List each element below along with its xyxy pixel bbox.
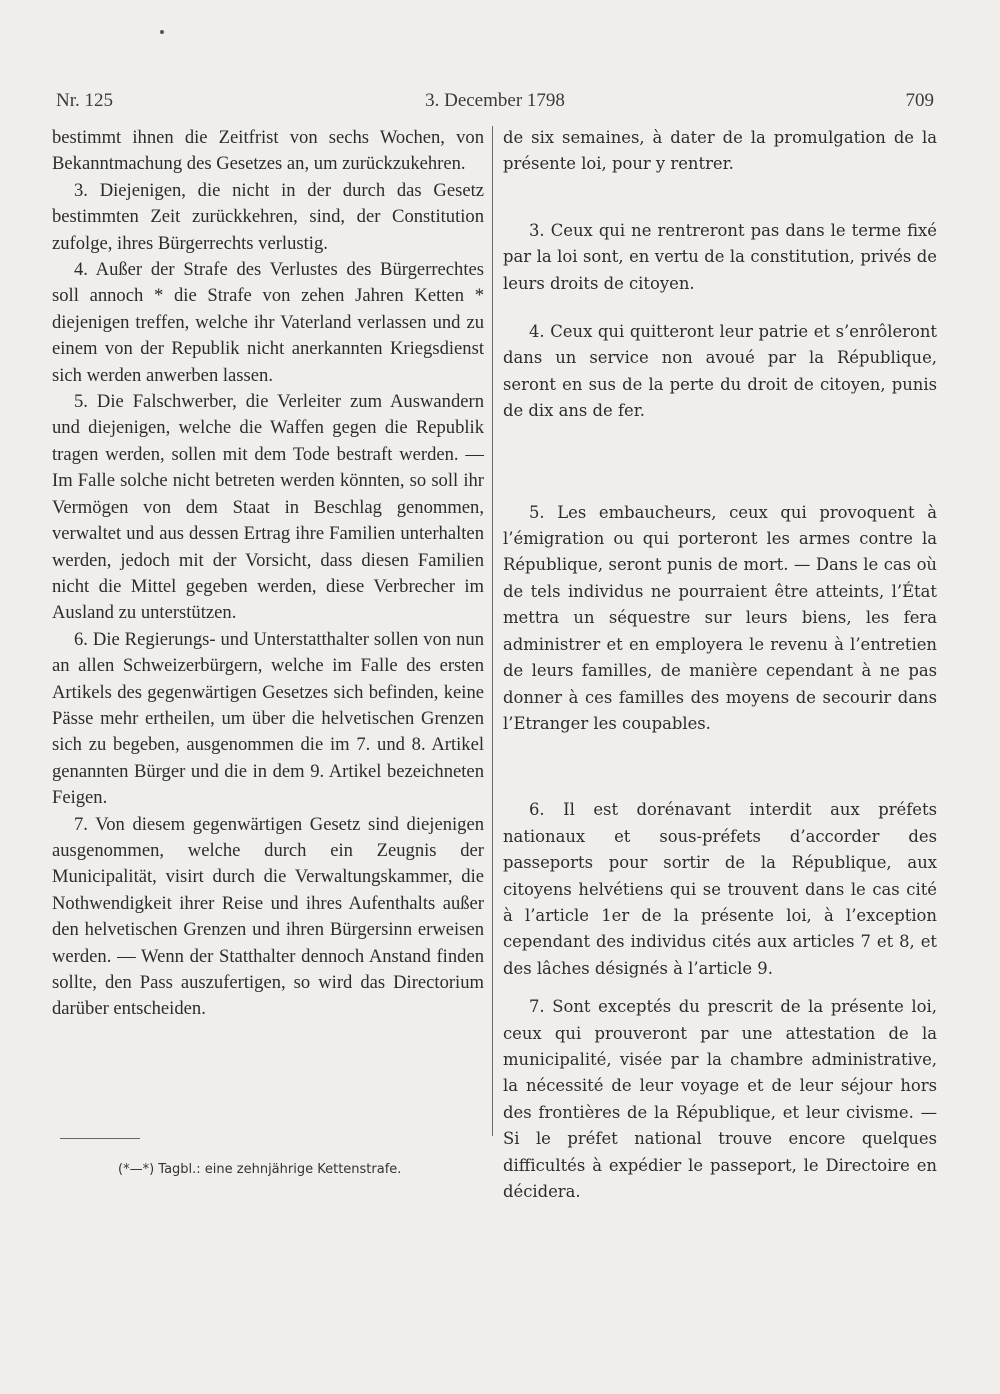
page-number: 709 [905,90,934,111]
footnote: (*—*) Tagbl.: eine zehnjährige Kettenstrafe. [118,1162,402,1177]
german-paragraph: 4. Außer der Strafe des Verlustes des Bürgerrechtes soll annoch * die Strafe von zehen Jahren Ketten * diejenigen treffen, welche ihr Vaterland verlassen und zu einem von der Republik nicht anerkannten Kriegsdienst sich werden anwerben lassen. [52,259,484,386]
column-divider [492,126,493,1136]
german-paragraph: 5. Die Falschwerber, die Verleiter zum Auswandern und diejenigen, welche die Waffen gegen die Republik tragen werden, sollen mit dem Tode bestraft werden. — Im Falle solche nicht betreten werden könnten, so soll ihr Vermögen von dem Staat in Beschlag genommen, verwaltet und aus dessen Ertrag ihre Familien unterhalten werden, jedoch mit der Vorsicht, dass diesen Familien nicht die Mittel gegeben werden, diese Verbrecher im Ausland zu unterstützen. [52,391,484,624]
french-paragraph: 4. Ceux qui quitteront leur patrie et s’enrôleront dans un service non avoué par la République, seront en sus de la perte du droit de citoyen, punis de dix ans de fer. [503,322,937,421]
header-date: 3. December 1798 [425,90,565,111]
german-paragraph: 7. Von diesem gegenwärtigen Gesetz sind diejenigen ausgenommen, welche durch ein Zeugnis der Municipalität, visirt durch die Verwaltungskammer, die Nothwendigkeit ihrer Reise und ihres Aufenthalts außer den helvetischen Grenzen und ihren Bürgersinn erweisen werden. — Wenn der Statthalter dennoch Anstand finden sollte, den Pass auszufertigen, so wird das Directorium darüber entscheiden. [52,813,484,1020]
german-column [52,125,484,1023]
footnote-rule [60,1138,140,1139]
french-paragraph: 3. Ceux qui ne rentreront pas dans le terme fixé par la loi sont, en vertu de la constitution, privés de leurs droits de citoyen. [503,220,937,293]
french-paragraph: de six semaines, à dater de la promulgation de la présente loi, pour y rentrer. [503,128,937,174]
issue-number: Nr. 125 [56,90,113,111]
german-paragraph: 6. Die Regierungs- und Unterstatthalter sollen von nun an allen Schweizerbürgern, welche im Falle des ersten Artikels des gegenwärtigen Gesetzes sich befinden, keine Pässe mehr ertheilen, um über die helvetischen Grenzen sich zu begeben, ausgenommen die im 7. und 8. Artikel genannten Bürger und die in dem 9. Artikel bezeichneten Feigen. [52,628,484,809]
ink-speck [160,30,164,34]
french-paragraph: 5. Les embaucheurs, ceux qui provoquent à l’émigration ou qui porteront les armes contre la République, seront punis de mort. — Dans le cas où de tels individus ne pourraient être atteints, l’État mettra un séquestre sur leurs biens, les fera administrer et en employera le revenu à l’entretien de leurs familles, de manière cependant à ne pas donner à ces familles des moyens de secourir dans l’Etranger les coupables. [503,502,937,733]
french-paragraph: 7. Sont exceptés du prescrit de la présente loi, ceux qui prouveront par une attestation de la municipalité, visée par la chambre administrative, la nécessité de leur voyage et de leur séjour hors des frontières de la République, et leur civisme. — Si le préfet national trouve encore quelques difficultés à expédier le passeport, le Directoire en décidera. [503,997,937,1201]
german-paragraph: bestimmt ihnen die Zeitfrist von sechs Wochen, von Bekanntmachung des Gesetzes an, um zurückzukehren. [52,127,484,175]
french-column [503,125,937,1205]
page-header [56,90,934,114]
french-paragraph: 6. Il est dorénavant interdit aux préfets nationaux et sous-préfets d’accorder des passeports pour sortir de la République, aux citoyens helvétiens qui se trouvent dans le cas cité à l’article 1er de la présente loi, à l’exception cependant des individus cités aux articles 7 et 8, et des lâches désignés à l’article 9. [503,800,937,978]
german-paragraph: 3. Diejenigen, die nicht in der durch das Gesetz bestimmten Zeit zurückkehren, sind, der Constitution zufolge, ihres Bürgerrechts verlustig. [52,179,484,254]
